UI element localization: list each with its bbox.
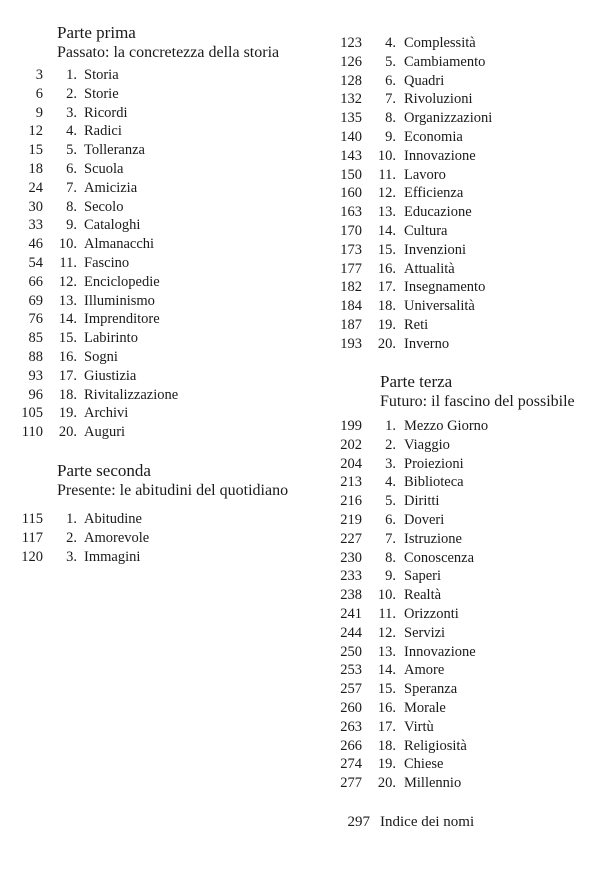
entry-number: 12. [58,273,77,290]
entry-page: 117 [21,529,43,546]
toc-entry [0,292,320,311]
part3-heading [380,372,575,412]
toc-entry [330,492,600,511]
entry-number: 13. [58,292,77,309]
toc-entry [330,184,600,203]
entry-page: 96 [28,386,43,403]
entry-number: 4. [385,35,396,51]
entry-page: 18 [28,160,43,177]
part1-subtitle: Passato: la concretezza della storia [57,44,280,61]
toc-entry [330,90,600,109]
toc-entry [0,85,320,104]
toc-entry [330,417,600,436]
entry-page: 193 [340,335,362,352]
entry-title: Imprenditore [84,311,160,328]
toc-entry [330,335,600,354]
entry-page: 263 [340,718,362,735]
entry-page: 93 [28,367,43,384]
entry-number: 4. [385,474,396,491]
entry-page: 24 [28,179,43,196]
entry-page: 123 [340,35,362,51]
index-page: 297 [347,814,370,830]
toc-entry [330,549,600,568]
toc-entry [0,329,320,348]
toc-entry [330,147,600,166]
entry-number: 17. [377,279,396,296]
entry-title: Speranza [404,681,458,698]
entry-number: 20. [377,775,396,792]
entry-number: 8. [66,198,77,215]
entry-page: 128 [340,72,362,89]
entry-page: 182 [340,279,362,296]
toc-entry [0,66,320,85]
entry-number: 6. [385,511,396,528]
entry-number: 1. [66,67,77,83]
entry-title: Innovazione [404,643,476,660]
toc-entry [0,386,320,405]
entry-title: Rivitalizzazione [84,386,179,403]
entry-title: Amore [404,662,445,679]
toc-entry [330,297,600,316]
entry-title: Orizzonti [404,605,459,622]
toc-entry [330,278,600,297]
entry-title: Amorevole [84,529,150,546]
toc-entry [330,586,600,605]
entry-title: Lavoro [404,166,446,183]
entry-page: 9 [35,104,43,121]
entry-page: 184 [340,298,362,315]
entry-page: 115 [21,511,43,527]
entry-number: 2. [385,436,396,453]
entry-page: 126 [340,53,362,70]
entry-number: 6. [66,160,77,177]
part2-heading [57,461,288,501]
entry-page: 105 [21,405,43,422]
entry-page: 253 [340,662,362,679]
toc-entry [330,109,600,128]
entry-page: 219 [340,511,362,528]
entry-page: 257 [340,681,362,698]
entry-page: 120 [21,548,43,565]
toc-entry [330,316,600,335]
entry-title: Universalità [404,298,475,315]
entry-page: 143 [340,147,362,164]
toc-entry [330,718,600,737]
part3-entries [330,417,600,793]
entry-title: Morale [404,699,446,716]
toc-entry [330,241,600,260]
toc-entry [330,128,600,147]
entry-number: 14. [58,311,77,328]
index-entry [330,814,600,834]
toc-entry [330,605,600,624]
entry-title: Proiezioni [404,455,464,472]
entry-page: 277 [340,775,362,792]
toc-entry [330,53,600,72]
entry-page: 33 [28,217,43,234]
entry-page: 15 [28,142,43,159]
toc-entry [0,254,320,273]
toc-entry [330,643,600,662]
toc-entry [330,680,600,699]
entry-title: Illuminismo [84,292,155,309]
entry-page: 3 [35,67,43,83]
entry-number: 13. [377,643,396,660]
toc-entry [330,436,600,455]
entry-page: 12 [28,123,43,140]
entry-page: 250 [340,643,362,660]
toc-entry [0,404,320,423]
entry-number: 1. [66,511,77,527]
entry-page: 187 [340,316,362,333]
entry-title: Diritti [404,493,440,510]
toc-entry [330,455,600,474]
entry-page: 177 [340,260,362,277]
entry-page: 241 [340,605,362,622]
entry-number: 16. [58,348,77,365]
toc-entry [330,699,600,718]
entry-title: Organizzazioni [404,110,493,127]
toc-entry [0,548,320,567]
toc-entry [330,624,600,643]
entry-number: 12. [377,624,396,641]
entry-title: Conoscenza [404,549,475,566]
entry-title: Innovazione [404,147,476,164]
entry-title: Radici [84,123,122,140]
entry-title: Rivoluzioni [404,91,473,108]
entry-page: 213 [340,474,362,491]
toc-entry [330,203,600,222]
entry-number: 11. [378,605,396,622]
entry-page: 6 [35,85,43,102]
entry-title: Religiosità [404,737,467,754]
entry-number: 19. [377,756,396,773]
part1-heading [57,23,279,63]
toc-entry [0,423,320,442]
entry-page: 85 [28,330,43,347]
entry-title: Almanacchi [84,236,155,253]
entry-title: Fascino [84,254,130,271]
entry-title: Realtà [404,587,442,604]
entry-title: Auguri [84,424,126,441]
toc-entry [0,141,320,160]
entry-number: 9. [385,568,396,585]
entry-title: Tolleranza [84,142,145,159]
entry-number: 8. [385,549,396,566]
entry-number: 17. [377,718,396,735]
entry-title: Attualità [404,260,455,277]
entry-title: Immagini [84,548,141,565]
toc-entry [0,160,320,179]
toc-entry [330,473,600,492]
entry-page: 150 [340,166,362,183]
toc-entry [0,367,320,386]
entry-page: 199 [340,418,362,434]
part2-subtitle: Presente: le abitudini del quotidiano [57,482,289,499]
entry-number: 9. [385,128,396,145]
index-label: Indice dei nomi [380,814,475,830]
entry-title: Inverno [404,335,450,352]
entry-title: Invenzioni [404,241,467,258]
toc-entry [0,273,320,292]
entry-title: Saperi [404,568,442,585]
entry-title: Istruzione [404,530,462,547]
toc-entry [330,737,600,756]
entry-number: 13. [377,204,396,221]
part2-title: Parte seconda [57,461,151,480]
entry-page: 266 [340,737,362,754]
entry-number: 3. [66,104,77,121]
entry-title: Doveri [404,511,445,528]
entry-number: 5. [66,142,77,159]
entry-page: 69 [28,292,43,309]
toc-entry [330,511,600,530]
toc-entry [0,216,320,235]
entry-page: 238 [340,587,362,604]
entry-number: 18. [58,386,77,403]
entry-number: 14. [377,662,396,679]
entry-page: 132 [340,91,362,108]
entry-title: Servizi [404,624,446,641]
entry-title: Cultura [404,222,448,239]
part1-title: Parte prima [57,23,136,42]
entry-page: 227 [340,530,362,547]
entry-page: 163 [340,204,362,221]
entry-number: 14. [377,222,396,239]
entry-page: 233 [340,568,362,585]
entry-number: 7. [385,530,396,547]
entry-title: Labirinto [84,330,138,347]
toc-entry [330,661,600,680]
entry-title: Insegnamento [404,279,486,296]
entry-title: Storia [84,67,119,83]
entry-title: Sogni [84,348,118,365]
entry-title: Secolo [84,198,124,215]
entry-number: 5. [385,493,396,510]
entry-page: 216 [340,493,362,510]
entry-title: Archivi [84,405,129,422]
entry-number: 7. [385,91,396,108]
part2-entries-right [330,34,600,354]
toc-entry [0,122,320,141]
entry-title: Enciclopedie [84,273,160,290]
entry-number: 10. [377,147,396,164]
entry-page: 160 [340,185,362,202]
entry-number: 20. [58,424,77,441]
toc-entry [330,166,600,185]
entry-title: Economia [404,128,463,145]
entry-page: 204 [340,455,362,472]
entry-page: 110 [21,424,43,441]
entry-number: 15. [377,681,396,698]
entry-number: 16. [377,699,396,716]
entry-page: 173 [340,241,362,258]
entry-page: 76 [28,311,43,328]
entry-page: 30 [28,198,43,215]
entry-title: Abitudine [84,511,142,527]
toc-entry [0,104,320,123]
toc-entry [330,755,600,774]
entry-page: 88 [28,348,43,365]
part1-entries [0,66,320,442]
entry-number: 15. [377,241,396,258]
entry-page: 135 [340,110,362,127]
entry-number: 2. [66,529,77,546]
entry-number: 6. [385,72,396,89]
entry-title: Chiese [404,756,444,773]
toc-entry [330,72,600,91]
entry-number: 5. [385,53,396,70]
entry-title: Amicizia [84,179,138,196]
entry-title: Mezzo Giorno [404,418,489,434]
entry-title: Virtù [404,718,434,735]
entry-number: 18. [377,737,396,754]
entry-number: 12. [377,185,396,202]
entry-title: Biblioteca [404,474,464,491]
part3-title: Parte terza [380,372,453,391]
entry-page: 140 [340,128,362,145]
entry-number: 2. [66,85,77,102]
toc-entry [0,529,320,548]
entry-number: 9. [66,217,77,234]
entry-number: 3. [66,548,77,565]
entry-number: 19. [377,316,396,333]
entry-number: 15. [58,330,77,347]
entry-number: 16. [377,260,396,277]
toc-entry [0,235,320,254]
entry-title: Millennio [404,775,462,792]
entry-title: Viaggio [404,436,450,453]
entry-number: 4. [66,123,77,140]
toc-entry [0,510,320,529]
entry-number: 10. [58,236,77,253]
toc-entry [0,348,320,367]
entry-page: 244 [340,624,362,641]
entry-title: Cataloghi [84,217,141,234]
toc-entry [330,222,600,241]
entry-number: 3. [385,455,396,472]
entry-number: 20. [377,335,396,352]
toc-entry [330,567,600,586]
entry-page: 170 [340,222,362,239]
entry-page: 66 [28,273,43,290]
toc-entry [0,310,320,329]
entry-title: Cambiamento [404,53,486,70]
entry-page: 230 [340,549,362,566]
entry-page: 274 [340,756,362,773]
entry-number: 18. [377,298,396,315]
toc-entry [330,34,600,53]
entry-number: 1. [385,418,396,434]
entry-title: Efficienza [404,185,464,202]
entry-title: Storie [84,85,119,102]
entry-title: Scuola [84,160,124,177]
entry-title: Quadri [404,72,445,89]
part2-entries-left [0,510,320,566]
toc-entry [330,530,600,549]
entry-number: 7. [66,179,77,196]
entry-number: 10. [377,587,396,604]
entry-page: 202 [340,436,362,453]
toc-entry [0,198,320,217]
part3-subtitle: Futuro: il fascino del possibile [380,393,575,410]
entry-page: 46 [28,236,43,253]
entry-title: Educazione [404,204,472,221]
entry-number: 11. [59,254,77,271]
entry-title: Giustizia [84,367,137,384]
toc-entry [330,260,600,279]
entry-title: Reti [404,316,429,333]
toc-entry [330,774,600,793]
entry-number: 8. [385,110,396,127]
entry-page: 260 [340,699,362,716]
entry-title: Complessità [404,35,476,51]
entry-number: 17. [58,367,77,384]
entry-page: 54 [28,254,43,271]
entry-title: Ricordi [84,104,128,121]
toc-entry [0,179,320,198]
entry-number: 11. [378,166,396,183]
entry-number: 19. [58,405,77,422]
